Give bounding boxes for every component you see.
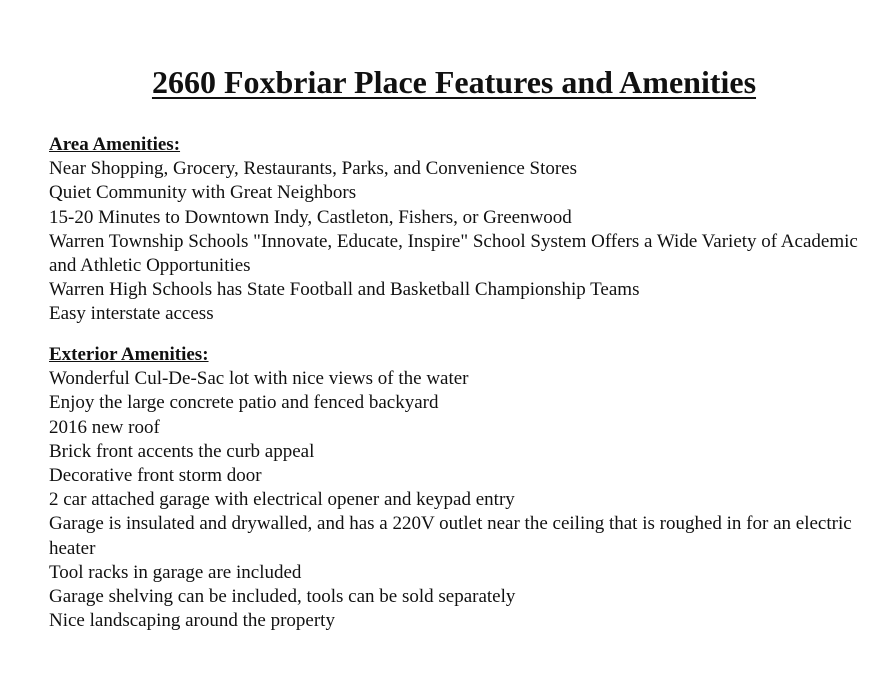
area-amenities-section xyxy=(49,133,859,327)
exterior-amenities-section xyxy=(49,343,859,633)
list-item: Garage shelving can be included, tools can be sold separately xyxy=(49,586,516,608)
page-title: 2660 Foxbriar Place Features and Amenities xyxy=(151,64,757,100)
list-item: 2016 new roof xyxy=(49,416,160,438)
list-item: Enjoy the large concrete patio and fenced backyard xyxy=(49,392,439,414)
list-item: 2 car attached garage with electrical opener and keypad entry xyxy=(49,489,515,511)
list-item: Wonderful Cul-De-Sac lot with nice views of the water xyxy=(49,368,469,390)
list-item: Garage is insulated and drywalled, and has a 220V outlet near the ceiling that is roughed in for an electric heater xyxy=(49,513,852,559)
list-item: Decorative front storm door xyxy=(49,465,262,487)
list-item: Near Shopping, Grocery, Restaurants, Parks, and Convenience Stores xyxy=(49,158,578,180)
list-item: Nice landscaping around the property xyxy=(49,610,335,632)
list-item: Easy interstate access xyxy=(49,303,214,325)
list-item: Quiet Community with Great Neighbors xyxy=(49,182,357,204)
exterior-amenities-list xyxy=(49,367,859,633)
area-amenities-heading: Area Amenities: xyxy=(49,134,181,155)
list-item: Brick front accents the curb appeal xyxy=(49,440,315,462)
area-amenities-list xyxy=(49,157,859,326)
list-item: Warren Township Schools "Innovate, Educate, Inspire" School System Offers a Wide Variety of Academic and Athletic Opportunities xyxy=(49,230,858,277)
exterior-amenities-heading: Exterior Amenities: xyxy=(49,344,209,365)
list-item: Tool racks in garage are included xyxy=(49,561,302,583)
list-item: Warren High Schools has State Football and Basketball Championship Teams xyxy=(49,279,640,301)
list-item: 15-20 Minutes to Downtown Indy, Castleton, Fishers, or Greenwood xyxy=(49,206,572,228)
